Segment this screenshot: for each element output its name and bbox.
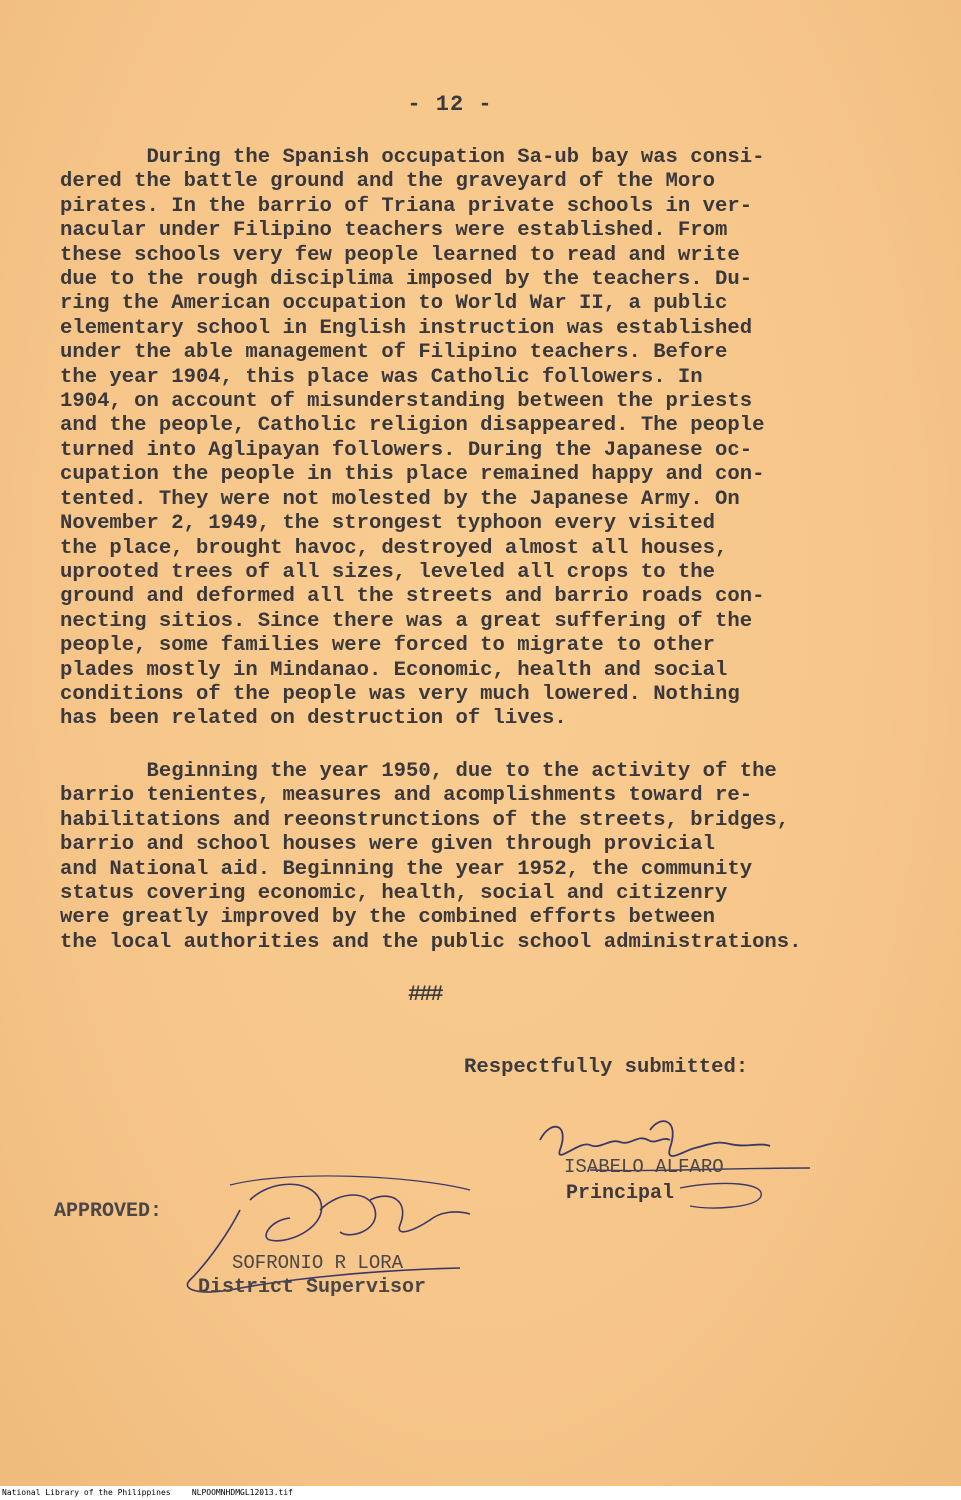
text-line: tented. They were not molested by the Japanese Army. On [60, 487, 740, 511]
footer-file: NLPOOMNHDMGL12013.tif [191, 1488, 293, 1497]
text-line: cupation the people in this place remained happy and con- [60, 463, 765, 487]
text-line: nacular under Filipino teachers were established. From [60, 219, 728, 243]
supervisor-name: SOFRONIO R LORA [232, 1252, 404, 1274]
text-line: and National aid. Beginning the year 1952, the community [60, 857, 753, 881]
principal-signature-block [530, 1110, 830, 1220]
end-mark: ### [408, 982, 442, 1007]
text-line: the year 1904, this place was Catholic followers. In [60, 365, 703, 389]
text-line: the place, brought havoc, destroyed almost all houses, [60, 536, 728, 560]
text-line: Beginning the year 1950, due to the activity of the [60, 760, 777, 783]
principal-name: ISABELO ALFARO [564, 1156, 724, 1178]
text-line: uprooted trees of all sizes, leveled all crops to the [60, 560, 715, 584]
footer-library: National Library of the Philippines [2, 1488, 171, 1497]
text-line: During the Spanish occupation Sa-ub bay was consi- [60, 146, 765, 169]
text-line: under the able management of Filipino teachers. Before [60, 341, 728, 365]
text-line: habilitations and reeonstrunctions of the streets, bridges, [60, 808, 790, 832]
closing-line: Respectfully submitted: [464, 1056, 749, 1079]
text-line: and the people, Catholic religion disappeared. The people [60, 414, 765, 438]
text-line: the local authorities and the public school administrations. [60, 930, 802, 954]
text-line: these schools very few people learned to read and write [60, 243, 740, 267]
text-line: has been related on destruction of lives. [60, 707, 567, 731]
text-line: ring the American occupation to World War II, a public [60, 292, 728, 316]
paragraph-rehabilitation [60, 760, 802, 955]
text-line: pirates. In the barrio of Triana private schools in ver- [60, 194, 753, 218]
text-line: ground and deformed all the streets and barrio roads con- [60, 585, 765, 609]
supervisor-title: District Supervisor [198, 1276, 427, 1299]
supervisor-signature-block [170, 1170, 500, 1310]
page-number: - 12 - [407, 92, 493, 117]
principal-title: Principal [566, 1182, 675, 1205]
text-line: due to the rough disciplima imposed by the teachers. Du- [60, 268, 753, 292]
text-line: barrio tenientes, measures and acomplishments toward re- [60, 784, 753, 808]
text-line: dered the battle ground and the graveyard of the Moro [60, 170, 715, 194]
text-line: conditions of the people was very much lowered. Nothing [60, 682, 740, 706]
text-line: elementary school in English instruction was established [60, 316, 753, 340]
text-line: plades mostly in Mindanao. Economic, health and social [60, 658, 728, 682]
text-line: were greatly improved by the combined efforts between [60, 906, 715, 930]
text-line: status covering economic, health, social and citizenry [60, 882, 728, 906]
paragraph-history [60, 146, 764, 732]
text-line: turned into Aglipayan followers. During the Japanese oc- [60, 438, 753, 462]
text-line: 1904, on account of misunderstanding between the priests [60, 390, 753, 414]
text-line: barrio and school houses were given through provicial [60, 833, 715, 857]
text-line: necting sitios. Since there was a great suffering of the [60, 609, 753, 633]
approved-label: APPROVED: [54, 1200, 163, 1223]
text-line: November 2, 1949, the strongest typhoon every visited [60, 512, 715, 536]
scan-footer [0, 1486, 961, 1500]
text-line: people, some families were forced to migrate to other [60, 634, 715, 658]
